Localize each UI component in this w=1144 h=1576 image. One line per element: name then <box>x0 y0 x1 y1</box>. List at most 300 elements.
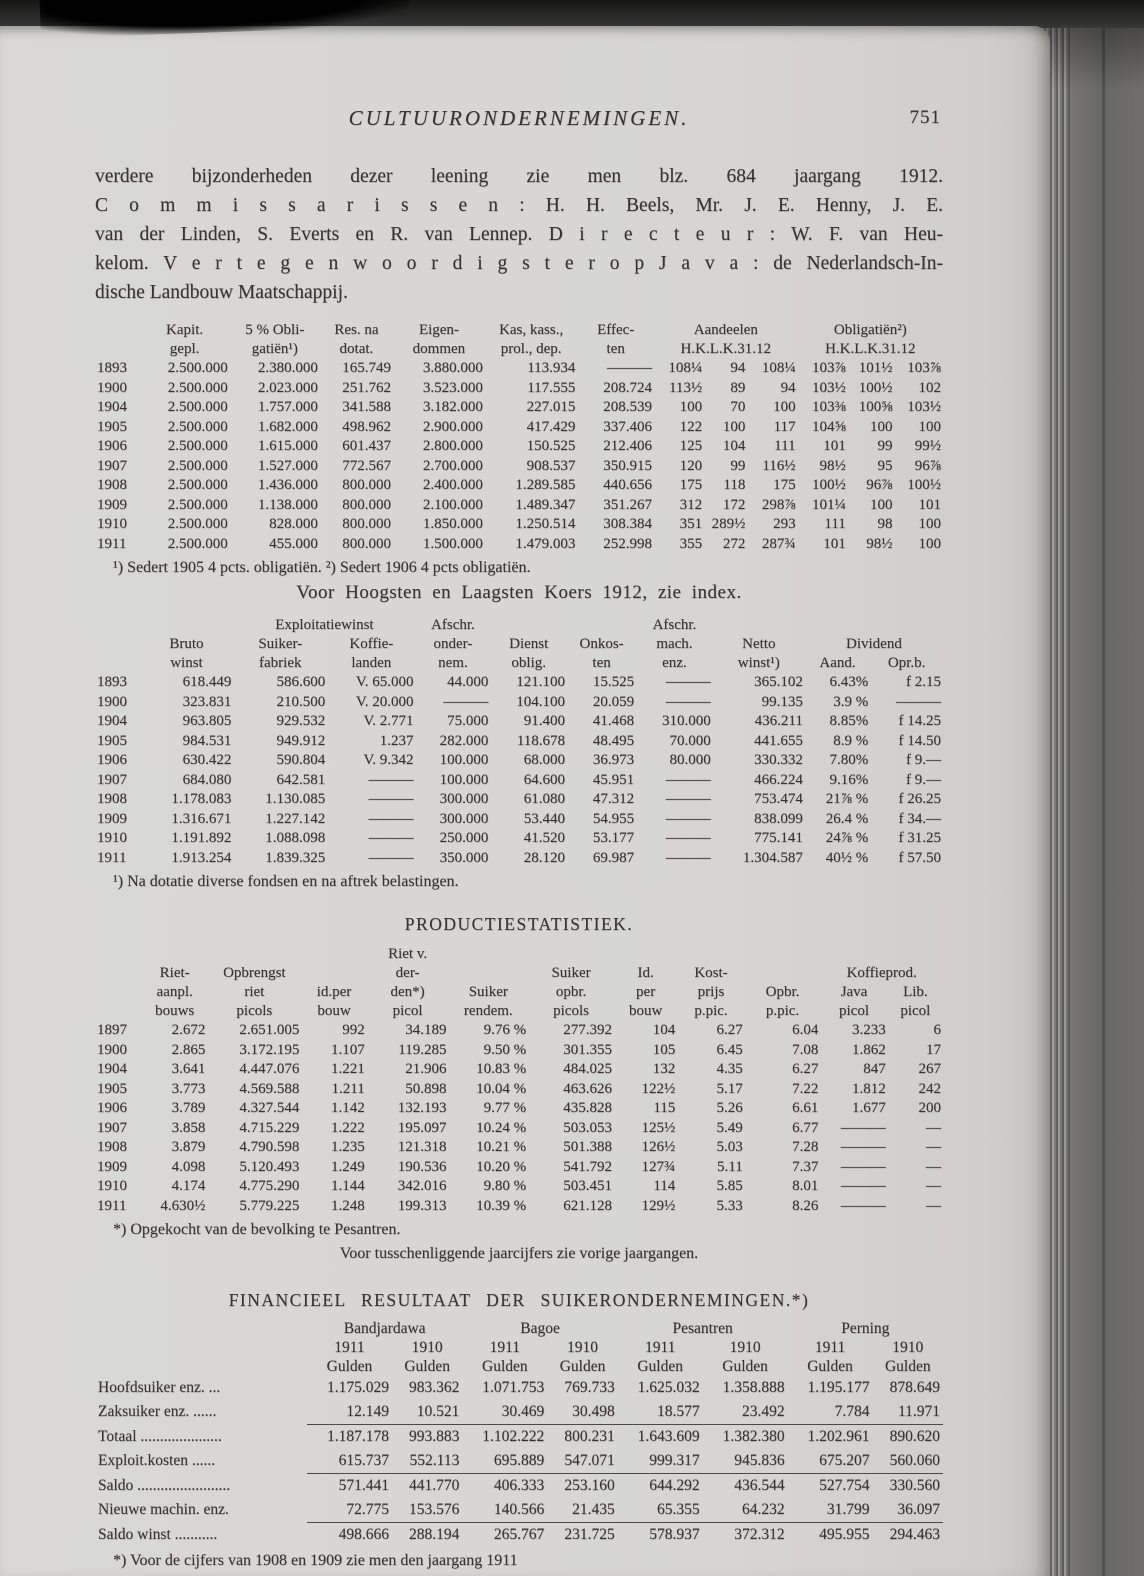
table-cell: 125 <box>679 438 703 454</box>
table-cell: 1904 <box>97 713 127 729</box>
table-cell: 1910 <box>97 516 127 532</box>
table-cell: 1905 <box>97 418 127 435</box>
table-cell: 1.175.029 <box>326 1379 389 1396</box>
table-cell: Kas, kass., <box>499 322 564 338</box>
table-cell: Zaksuiker enz. ...... <box>98 1403 217 1421</box>
table-cell: 330.332 <box>754 752 803 768</box>
production-footnote-1: *) Opgekocht van de bevolking te Pesantren. <box>113 1221 401 1238</box>
table-cell <box>95 340 139 359</box>
table-cell: Afschr. <box>652 617 697 633</box>
profit-table-footnote: ¹) Na dotatie diverse fondsen en na aftrek belastingen. <box>113 873 459 890</box>
table-cell: 6.61 <box>792 1100 819 1116</box>
table-cell: 53.177 <box>592 830 635 846</box>
table-cell: 267 <box>918 1061 941 1077</box>
table-cell: 293 <box>773 516 796 532</box>
table-cell: enz. <box>662 655 687 671</box>
table-cell: 1911 <box>97 849 127 866</box>
table-cell: 828.000 <box>269 516 318 532</box>
table-cell: — <box>926 1178 941 1194</box>
table-cell: 1.107 <box>330 1041 365 1058</box>
table-cell: 4.630½ <box>160 1197 206 1214</box>
table-cell: — <box>926 1119 941 1136</box>
table-cell: dotat. <box>339 341 374 357</box>
table-cell: — <box>926 1197 941 1214</box>
table-cell: 2.400.000 <box>422 477 483 493</box>
table-cell: 365.102 <box>754 674 803 690</box>
table-cell: f 34.— <box>898 810 941 827</box>
table-cell: 350.000 <box>439 849 489 866</box>
table-cell: f 14.25 <box>898 713 941 729</box>
table-cell: 2.900.000 <box>422 418 483 435</box>
table-cell: 5.17 <box>716 1080 743 1097</box>
table-cell: 1893 <box>97 674 127 690</box>
table-cell: ——— <box>665 830 711 846</box>
table-cell: 1.500.000 <box>422 535 483 552</box>
table-cell: 300.000 <box>439 810 489 827</box>
table-cell: 5.120.493 <box>239 1158 300 1175</box>
table-cell: 1.178.083 <box>171 791 232 807</box>
table-cell: ——— <box>896 693 941 710</box>
table-cell: 618.449 <box>182 674 232 690</box>
table-cell: bouws <box>155 1003 195 1019</box>
table-cell: 153.576 <box>408 1501 460 1518</box>
table-cell: 1905 <box>97 732 127 749</box>
intro-paragraph <box>95 162 943 307</box>
table-cell: 3.773 <box>171 1080 206 1097</box>
table-cell: 1910 <box>729 1339 761 1356</box>
table-cell: Bruto <box>169 636 204 652</box>
table-cell: 1.289.585 <box>515 477 576 493</box>
table-cell: 1909 <box>97 810 127 827</box>
table-cell: 753.474 <box>754 791 803 807</box>
table-cell: 118 <box>723 477 746 493</box>
book-cover-line <box>1102 0 1105 1576</box>
table-cell: 100 <box>869 496 893 513</box>
table-cell: 96⅞ <box>914 457 941 474</box>
table-cell: 630.422 <box>182 752 232 768</box>
table-cell: 5.85 <box>716 1178 743 1194</box>
table-cell: ——— <box>665 771 711 788</box>
table-cell: Dividend <box>846 636 902 652</box>
table-cell: 351 <box>679 516 703 532</box>
table-cell: 34.189 <box>405 1022 447 1038</box>
table-cell: 272 <box>722 535 746 552</box>
table-cell <box>95 1319 307 1338</box>
table-cell: 772.567 <box>342 457 391 474</box>
table-cell: 1.304.587 <box>742 849 803 866</box>
table-cell: 337.406 <box>603 418 652 435</box>
table-cell: p.pic. <box>765 1003 800 1019</box>
table-cell: gepl. <box>169 341 200 357</box>
table-cell: 929.532 <box>276 713 326 729</box>
table-cell: 1.358.888 <box>722 1379 785 1396</box>
table-cell: 9.50 % <box>483 1041 527 1058</box>
table-cell: 100½ <box>812 477 846 493</box>
table-cell <box>888 945 943 964</box>
table-cell: 3.233 <box>851 1022 886 1038</box>
table-cell: 1.071.753 <box>482 1379 545 1396</box>
table-cell: 104.100 <box>516 693 566 710</box>
table-cell: ——— <box>368 791 414 807</box>
table-cell: 800.000 <box>342 535 391 552</box>
table-cell: 115 <box>653 1100 676 1116</box>
table-cell: rendem. <box>463 1003 513 1019</box>
table-cell: Opr.b. <box>887 655 926 671</box>
table-cell: 2.500.000 <box>167 399 228 415</box>
table-cell: f 14.50 <box>898 732 941 749</box>
table-cell: 199.313 <box>397 1197 447 1214</box>
table-cell: 103½ <box>907 399 941 415</box>
table-cell: 2.672 <box>171 1022 206 1038</box>
table-cell: dommen <box>412 341 466 357</box>
table-cell: ——— <box>665 674 711 690</box>
table-cell: 104⅝ <box>812 418 846 435</box>
table-cell: 3.172.195 <box>239 1041 300 1058</box>
table <box>95 616 943 868</box>
table-cell: 91.400 <box>523 713 566 729</box>
table-cell: 6.04 <box>792 1022 819 1038</box>
table-cell <box>745 964 821 983</box>
table-cell: bouw <box>317 1003 351 1019</box>
table-cell: f 57.50 <box>898 849 941 866</box>
table-cell: 3.858 <box>171 1119 206 1136</box>
table-cell: 769.733 <box>564 1379 615 1396</box>
table-cell: 3.9 % <box>833 693 869 710</box>
table-cell <box>142 945 207 964</box>
table-cell: 101 <box>918 496 941 513</box>
table-cell <box>95 1338 307 1357</box>
table-cell: 484.025 <box>563 1061 612 1077</box>
table-cell: 253.160 <box>547 1474 617 1499</box>
table-cell: 1900 <box>97 379 127 396</box>
table-cell: 108¼ <box>761 360 796 376</box>
table-cell: 195.097 <box>397 1119 447 1136</box>
table-cell: Gulden <box>637 1358 683 1375</box>
table-cell: 126½ <box>641 1139 676 1155</box>
table-cell: V. 2.771 <box>363 713 414 729</box>
table-cell: 1.527.000 <box>257 457 318 474</box>
table-cell: 100 <box>918 535 941 552</box>
table-cell: 999.317 <box>649 1452 700 1469</box>
table-cell: Exploit.kosten ...... <box>98 1452 216 1470</box>
table-cell: 99 <box>877 438 893 454</box>
table-cell: 6 <box>933 1022 941 1038</box>
table-cell: 441.655 <box>754 732 803 749</box>
table-cell <box>713 616 805 635</box>
table-cell: 294.463 <box>873 1523 943 1548</box>
table-cell: 190.536 <box>397 1158 447 1175</box>
table <box>95 945 943 1216</box>
table-cell: 2.380.000 <box>257 360 318 376</box>
table-cell: 5.11 <box>717 1158 743 1175</box>
table-cell: 132.193 <box>397 1100 447 1116</box>
table-cell: 1.316.671 <box>171 810 232 827</box>
table-cell: 105 <box>652 1041 676 1058</box>
table-cell: 621.128 <box>563 1197 612 1214</box>
table-cell <box>95 964 142 983</box>
table-cell: 1.138.000 <box>257 496 318 513</box>
intro-line: dische Landbouw Maatschappij. <box>95 282 348 303</box>
financial-section-title: FINANCIEEL RESULTAAT DER SUIKERONDERNEMINGEN.*) <box>228 1290 810 1310</box>
table-cell: 100.000 <box>439 752 489 768</box>
table-cell: Afschr. <box>431 617 475 633</box>
table-cell: 98 <box>877 516 893 532</box>
table-cell: 800.000 <box>342 516 391 532</box>
table-cell: Java <box>840 984 868 1000</box>
table-cell: 172 <box>722 496 746 513</box>
table-cell: 28.120 <box>523 849 566 866</box>
table-cell: 1911 <box>97 535 127 552</box>
page-number: 751 <box>909 107 941 128</box>
table-cell: 436.544 <box>703 1474 788 1499</box>
table-cell: 1.615.000 <box>257 438 318 454</box>
table-cell: 3.182.000 <box>422 399 483 415</box>
table-cell: 560.060 <box>889 1452 940 1469</box>
table-cell: 1.221 <box>330 1061 365 1077</box>
table-cell: 775.141 <box>754 830 803 846</box>
table-cell: 406.333 <box>462 1474 547 1499</box>
table-cell: 1.682.000 <box>257 418 318 435</box>
table-cell: 1908 <box>97 477 127 493</box>
table-cell: 111 <box>774 438 796 454</box>
table-cell: 2.500.000 <box>167 535 228 552</box>
table-cell: 7.37 <box>792 1158 819 1175</box>
table-cell: 342.016 <box>397 1178 447 1194</box>
table-cell: 695.889 <box>493 1452 545 1469</box>
table-cell: 10.521 <box>416 1403 460 1420</box>
table-cell: 125½ <box>641 1119 676 1136</box>
table-cell: Bagoe <box>520 1320 560 1337</box>
table-cell: 5.26 <box>716 1100 743 1116</box>
table-cell: H.K.L.K.31.12 <box>825 341 916 357</box>
table-cell: 615.737 <box>338 1452 389 1469</box>
table-cell: 1910 <box>97 1178 127 1194</box>
table-cell: 1.812 <box>851 1080 886 1097</box>
table-cell: Bandjardawa <box>343 1320 426 1337</box>
table-cell: 61.080 <box>523 791 566 807</box>
table-cell: opbr. <box>555 984 587 1000</box>
table-cell <box>448 945 528 964</box>
table-cell: 1.913.254 <box>171 849 232 866</box>
table-cell: 1911 <box>334 1339 365 1356</box>
table-cell: 501.388 <box>563 1139 612 1155</box>
table-cell: 2.500.000 <box>167 360 228 376</box>
table-cell: 1905 <box>97 1080 127 1097</box>
table-cell: den*) <box>390 984 425 1000</box>
table-cell: 70 <box>730 399 746 415</box>
table-cell: 1900 <box>97 693 127 710</box>
table-cell: Gulden <box>807 1358 853 1375</box>
table-cell: 17 <box>926 1041 941 1058</box>
table-cell: 552.113 <box>409 1452 460 1469</box>
table-cell: Gulden <box>884 1358 931 1375</box>
table-cell: 5.03 <box>716 1139 743 1155</box>
table-cell: 89 <box>730 379 746 396</box>
table-cell: 24⅞ % <box>825 830 869 846</box>
table-cell: Totaal ..................... <box>98 1427 222 1445</box>
table-cell: 1900 <box>97 1041 127 1058</box>
table-cell: V. 65.000 <box>355 674 414 690</box>
table-cell: 1.130.085 <box>265 791 326 807</box>
table-cell: 4.174 <box>171 1178 206 1194</box>
table-cell: picol <box>900 1003 931 1019</box>
table-cell: ——— <box>840 1178 886 1194</box>
table-cell: 8.85% <box>829 713 869 729</box>
table-cell: 99½ <box>914 438 941 454</box>
table-cell: 466.224 <box>754 771 803 788</box>
table-cell: ——— <box>665 810 711 827</box>
table-cell: 308.384 <box>603 516 652 532</box>
table-cell: 6.77 <box>792 1119 819 1136</box>
table-cell <box>490 616 567 635</box>
table-cell: 417.429 <box>526 418 576 435</box>
table-cell: 132 <box>652 1061 676 1077</box>
table-cell: 984.531 <box>182 732 232 749</box>
table-cell: 8.26 <box>792 1197 819 1214</box>
table-cell: picols <box>236 1003 273 1019</box>
table-cell: 1.088.098 <box>265 830 326 846</box>
table-cell: 117 <box>773 418 796 435</box>
table-cell: bouw <box>628 1003 663 1019</box>
table-cell: 119.285 <box>398 1041 447 1058</box>
table-cell: 1.191.892 <box>171 830 232 846</box>
table-cell: 1.144 <box>330 1178 365 1194</box>
table-cell <box>448 964 528 983</box>
table-cell: 3.523.000 <box>422 379 483 396</box>
table-cell: 54.955 <box>592 810 635 827</box>
table-cell: 101 <box>823 438 846 454</box>
table-cell: 45.951 <box>592 771 635 788</box>
table-cell: 498.962 <box>342 418 391 435</box>
table-cell: 350.915 <box>603 457 652 474</box>
table-cell: 1909 <box>97 1158 127 1175</box>
table-cell: 1904 <box>97 1061 127 1077</box>
table-cell: 1906 <box>97 1100 127 1116</box>
table-cell: 21.906 <box>405 1061 447 1077</box>
table-cell: Netto <box>742 636 776 652</box>
table-cell: 50.898 <box>405 1080 447 1097</box>
table <box>95 1319 943 1547</box>
table-cell: 200 <box>918 1100 941 1116</box>
table-cell: 1909 <box>97 496 127 513</box>
table-cell: 9.77 % <box>483 1100 527 1116</box>
table-cell: 65.355 <box>657 1501 700 1518</box>
table-cell: 5 % Obli- <box>245 322 305 338</box>
table-cell: 75.000 <box>447 713 489 729</box>
table-cell: 992 <box>342 1022 365 1038</box>
table-cell: id.per <box>316 984 352 1000</box>
table-cell: 41.468 <box>592 713 635 729</box>
table-cell: 231.725 <box>547 1523 617 1548</box>
table-cell: 36.973 <box>592 752 635 768</box>
table-cell: 800.231 <box>547 1425 617 1450</box>
table-cell: 100 <box>679 399 703 415</box>
table-cell: f 31.25 <box>898 830 941 846</box>
table-cell: 21⅞ % <box>825 791 869 807</box>
intro-line: van der Linden, S. Everts en R. van Lennep. D i r e c t e u r : W. F. van Heu- <box>95 224 943 245</box>
table-cell: 3.880.000 <box>422 360 483 376</box>
table-cell: 117.555 <box>527 379 576 396</box>
table-cell: 323.831 <box>182 693 232 710</box>
table-cell: 1.489.347 <box>515 496 576 513</box>
table-cell: 64.232 <box>741 1501 785 1518</box>
table-cell: 441.770 <box>392 1474 462 1499</box>
table-cell <box>870 616 943 635</box>
table-cell: 10.39 % <box>476 1197 527 1214</box>
table-cell: Nieuwe machin. enz. <box>98 1501 229 1519</box>
intro-line: verdere bijzonderheden dezer leening zie men blz. 684 jaargang 1912. <box>95 166 943 187</box>
table-cell: 175 <box>679 477 703 493</box>
table-cell: 101¼ <box>812 496 846 513</box>
table-cell: Aand. <box>819 655 856 671</box>
table <box>95 321 943 554</box>
table-cell: 3.641 <box>171 1061 206 1077</box>
table-cell: ——— <box>443 693 489 710</box>
table-cell: 101 <box>823 535 846 552</box>
table-cell: 878.649 <box>889 1379 940 1396</box>
table-cell: 498.666 <box>307 1523 392 1548</box>
table-cell: Pesantren <box>672 1320 733 1337</box>
table-cell: 94 <box>730 360 746 376</box>
production-footnote-2: Voor tusschenliggende jaarcijfers zie vorige jaargangen. <box>339 1245 699 1262</box>
intro-line: kelom. V e r t e g e n w o o r d i g s t e r o p J a v a : de Nederlandsch-In- <box>95 253 943 274</box>
table-cell: ten <box>592 655 611 671</box>
index-note: Voor Hoogsten en Laagsten Koers 1912, zie index. <box>296 582 742 603</box>
table-cell: Res. na <box>334 322 379 338</box>
table-cell: 129½ <box>641 1197 676 1214</box>
table-cell: Obligatiën²) <box>833 322 907 338</box>
table-cell: 571.441 <box>307 1474 392 1499</box>
intro-line: C o m m i s s a r i s s e n : H. H. Beels, Mr. J. E. Henny, J. E. <box>95 195 943 216</box>
table-cell: 41.520 <box>523 830 566 846</box>
table-cell: 5.779.225 <box>239 1197 300 1214</box>
table-cell: ——— <box>368 830 414 846</box>
table-cell: 120 <box>679 457 703 474</box>
table-cell: 1.850.000 <box>422 516 483 532</box>
table-cell: 1.222 <box>330 1119 365 1136</box>
table-cell: Saldo ........................ <box>98 1476 231 1494</box>
table-cell: 1904 <box>97 399 127 415</box>
table-cell: 100 <box>722 418 746 435</box>
table-cell: 6.43% <box>829 674 869 690</box>
table-cell: prijs <box>697 984 725 1000</box>
table-cell: 72.775 <box>346 1501 389 1518</box>
table-cell: onder- <box>433 636 473 652</box>
table-cell: ——— <box>840 1197 886 1214</box>
table-cell: 993.883 <box>392 1425 462 1450</box>
table-cell: 1.227.142 <box>265 810 326 827</box>
table-cell: 111 <box>824 516 846 532</box>
table-cell: f 9.— <box>906 752 941 768</box>
table-cell: 1.839.325 <box>265 849 326 866</box>
table-cell: — <box>926 1158 941 1175</box>
table-cell: 2.500.000 <box>167 438 228 454</box>
table-cell: 1906 <box>97 752 127 768</box>
table-cell: 2.500.000 <box>167 379 228 396</box>
table-cell: 1897 <box>97 1022 127 1038</box>
table-cell: f 2.15 <box>906 674 941 690</box>
table-cell: 1910 <box>892 1339 924 1356</box>
table-cell: Suiker- <box>258 636 303 652</box>
table-cell: 838.099 <box>754 810 803 827</box>
table-cell: Gulden <box>559 1358 606 1375</box>
table-cell: Opbr. <box>765 984 800 1000</box>
table-cell: der- <box>395 965 420 981</box>
table-cell: 463.626 <box>563 1080 612 1097</box>
table-cell: 6.45 <box>716 1041 743 1058</box>
table-cell: 1.757.000 <box>257 399 318 415</box>
table-cell: 100 <box>918 418 941 435</box>
